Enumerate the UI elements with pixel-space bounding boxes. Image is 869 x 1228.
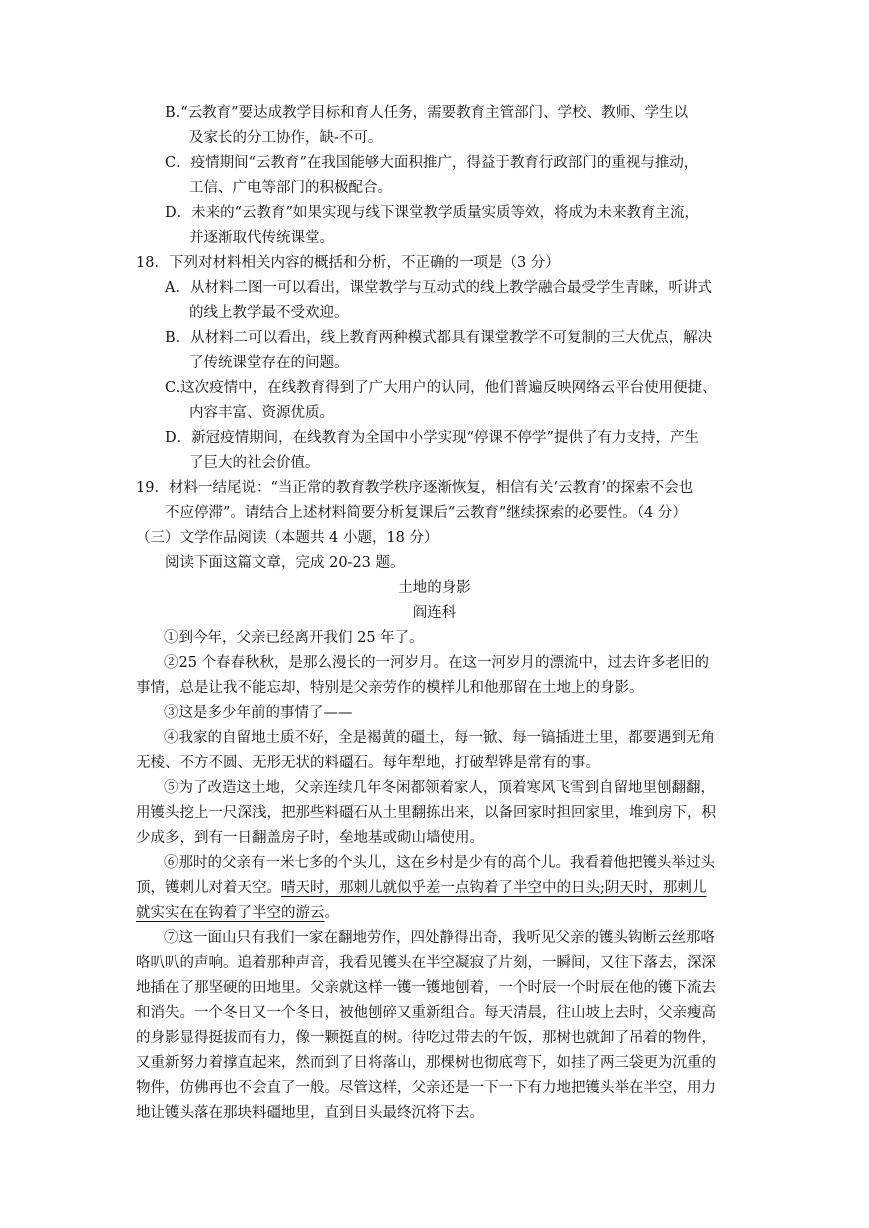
q18-option-a-line1: A．从材料二图一可以看出，课堂教学与互动式的线上教学融合最受学生青睐，听讲式 bbox=[165, 280, 712, 296]
essay-paragraph-7-line5: 的身影显得挺拔而有力，像一颗挺直的树。待吃过带去的午饭，那树也就卸了吊着的物件， bbox=[136, 1030, 716, 1046]
q17-option-d-line2: 并逐渐取代传统课堂。 bbox=[189, 230, 334, 246]
q18-stem: 18．下列对材料相关内容的概括和分析，不正确的一项是（3 分） bbox=[136, 255, 560, 271]
essay-paragraph-7-line7: 物件，仿佛再也不会直了一般。尽管这样，父亲还是一下一下有力地把镬头举在半空，用力 bbox=[136, 1080, 716, 1096]
essay-paragraph-7-line2: 咯叭叭的声响。追着那种声音，我看见镬头在半空凝寂了片刻，一瞬间，又往下落去，深深 bbox=[136, 955, 716, 971]
q17-option-b-line1: B.“云教育”要达成教学目标和育人任务，需要教育主管部门、学校、教师、学生以 bbox=[165, 105, 689, 121]
q18-option-c-line1: C.这次疫情中，在线教育得到了广大用户的认同，他们普遍反映网络云平台使用便捷、 bbox=[165, 380, 717, 396]
q17-option-b-line2: 及家长的分工协作，缺-不可。 bbox=[189, 130, 383, 146]
q19-line1: 19．材料一结尾说：“当正常的教育教学秩序逐渐恢复，相信有关‘云教育’的探索不会也 bbox=[136, 480, 694, 496]
essay-paragraph-5-line3: 少成多，到有一日翻盖房子时，垒地基或砌山墙使用。 bbox=[136, 830, 484, 846]
q19-line2: 不应停滞”。请结合上述材料简要分析复课后“云教育”继续探索的必要性。（4 分） bbox=[165, 505, 687, 521]
essay-title: 土地的身影 bbox=[398, 580, 471, 596]
essay-paragraph-6-line1: ⑥那时的父亲有一米七多的个头儿，这在乡村是少有的高个儿。我看着他把镬头举过头 bbox=[164, 855, 715, 871]
q18-option-b-line1: B．从材料二可以看出，线上教育两种模式都具有课堂教学不可复制的三大优点，解决 bbox=[165, 330, 713, 346]
q18-option-a-line2: 的线上教学最不受欢迎。 bbox=[189, 305, 349, 321]
essay-paragraph-7-line6: 又重新努力着撑直起来，然而到了日将落山，那棵树也彻底弯下，如挂了两三袋更为沉重的 bbox=[136, 1055, 716, 1071]
essay-paragraph-5-line2: 用镬头挖上一尺深浅，把那些料礓石从土里翻拣出来，以备回家时担回家里，堆到房下，积 bbox=[136, 805, 716, 821]
q17-option-d-line1: D．未来的“云教育”如果实现与线下课堂教学质量实质等效，将成为未来教育主流， bbox=[165, 205, 699, 221]
q17-option-c-line1: C．疫情期间“云教育”在我国能够大面积推广，得益于教育行政部门的重视与推动， bbox=[165, 155, 699, 171]
section-instruction: 阅读下面这篇文章，完成 20-23 题。 bbox=[165, 555, 405, 571]
essay-paragraph-6-line2-text: 顶，镬刺儿对着天空。 bbox=[136, 880, 281, 896]
essay-paragraph-2-line1: ②25 个春春秋秋，是那么漫长的一河岁月。在这一河岁月的漂流中，过去许多老旧的 bbox=[164, 655, 710, 671]
essay-paragraph-7-line3: 地插在了那坚硬的田地里。父亲就这样一镬一镬地刨着，一个时辰一个时辰在他的镬下流去 bbox=[136, 980, 716, 996]
essay-paragraph-7-line8: 地让镬头落在那块料礓地里，直到日头最终沉将下去。 bbox=[136, 1105, 484, 1121]
q17-option-c-line2: 工信、广电等部门的积极配合。 bbox=[189, 180, 392, 196]
essay-paragraph-3: ③这是多少年前的事情了—— bbox=[164, 705, 353, 721]
essay-paragraph-7-line4: 和消失。一个冬日又一个冬日，被他刨碎又重新组合。每天清晨，往山坡上去时，父亲瘦高 bbox=[136, 1005, 716, 1021]
essay-paragraph-4-line1: ④我家的自留地土质不好，全是褐黄的礓土，每一锨、每一镐插进土里，都要遇到无角 bbox=[164, 730, 715, 746]
essay-paragraph-1: ①到今年，父亲已经离开我们 25 年了。 bbox=[164, 630, 424, 646]
essay-paragraph-7-line1: ⑦这一面山只有我们一家在翻地劳作，四处静得出奇，我听见父亲的镬头钩断云丝那咯 bbox=[164, 930, 715, 946]
q18-option-c-line2: 内容丰富、资源优质。 bbox=[189, 405, 334, 421]
essay-paragraph-6-period: 。 bbox=[324, 905, 339, 921]
essay-paragraph-5-line1: ⑤为了改造这土地，父亲连续几年冬闲都领着家人，顶着寒风飞雪到自留地里刨翻翻， bbox=[164, 780, 715, 796]
essay-paragraph-6-line3 bbox=[136, 903, 339, 923]
essay-paragraph-2-line2: 事情，总是让我不能忘却，特别是父亲劳作的模样儿和他那留在土地上的身影。 bbox=[136, 680, 644, 696]
underlined-sentence-part1: 晴天时，那刺儿就似乎差一点钩着了半空中的日头;阴天时，那刺儿 bbox=[281, 880, 707, 896]
section-heading: （三）文学作品阅读（本题共 4 小题，18 分） bbox=[136, 530, 439, 546]
q18-option-d-line2: 了巨大的社会价值。 bbox=[189, 455, 320, 471]
essay-paragraph-6-line2 bbox=[136, 878, 706, 898]
essay-paragraph-4-line2: 无棱、不方不圆、无形无状的料礓石。每年犁地，打破犁铧是常有的事。 bbox=[136, 755, 600, 771]
essay-author: 阎连科 bbox=[412, 605, 457, 621]
q18-option-d-line1: D．新冠疫情期间，在线教育为全国中小学实现“停课不停学”提供了有力支持，产生 bbox=[165, 430, 699, 446]
underlined-sentence-part2: 就实实在在钩着了半空的游云 bbox=[136, 905, 325, 921]
q18-option-b-line2: 了传统课堂存在的问题。 bbox=[189, 355, 349, 371]
